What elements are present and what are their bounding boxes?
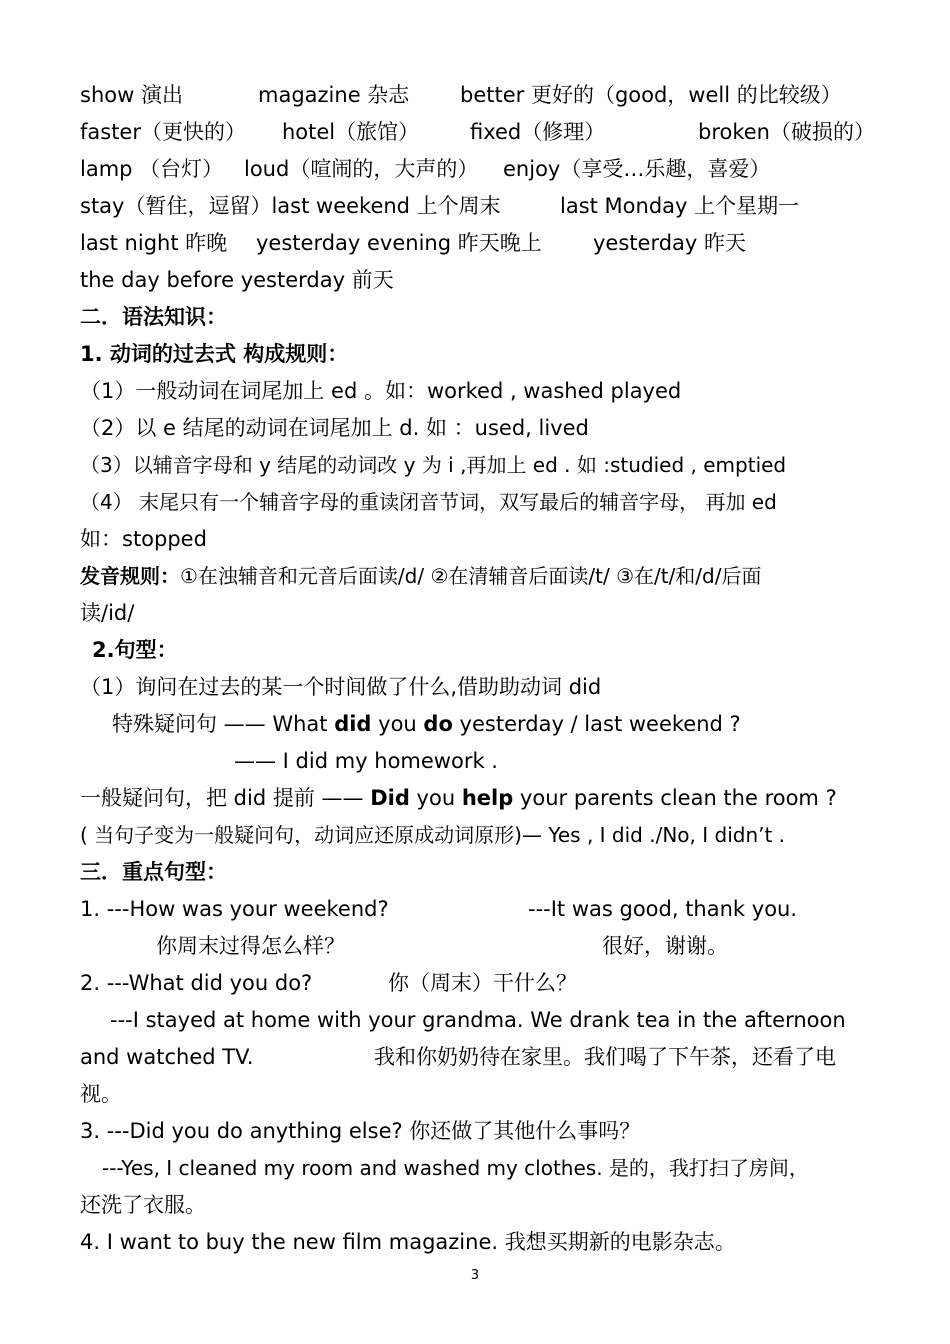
vocab-last-monday: last Monday 上个星期一 [560,194,800,218]
s2-answer-cn: 我和你奶奶待在家里。我们喝了下午茶，还看了电 [374,1045,836,1069]
vocab-show: show 演出 [80,83,183,107]
s1-answer-cn: 很好，谢谢。 [602,934,728,958]
vocab-better: better 更好的（good，well 的比较级） [460,83,842,107]
s2-question: 2. ---What did you do? [80,971,313,995]
rule-3: （3）以辅音字母和 y 结尾的动词改 y 为 i ,再加上 ed . 如 :studied , emptied [80,453,787,477]
pronunciation-text-cont: 读/id/ [80,601,135,625]
vocab-fixed: fixed（修理） [470,120,606,144]
yn-did: Did [370,786,410,810]
s2-question-cn: 你（周末）干什么？ [388,971,577,995]
vocab-loud: loud（喧闹的，大声的） [244,157,479,181]
page-number: 3 [470,1268,480,1283]
pronunciation-text: ①在浊辅音和元音后面读/d/ ②在清辅音后面读/t/ ③在/t/和/d/后面 [180,564,762,588]
vocab-day-before-yesterday: the day before yesterday 前天 [80,268,394,292]
vocab-yesterday: yesterday 昨天 [593,231,747,255]
grammar-heading: 二．语法知识： [80,305,227,329]
pattern-1-intro: （1）询问在过去的某一个时间做了什么,借助助动词 did [80,675,602,699]
wh-suffix: yesterday / last weekend ? [452,712,741,736]
key-sentences-heading: 三．重点句型： [80,860,227,884]
s3-answer-line2: 还洗了衣服。 [80,1193,206,1217]
s2-answer-cn-cont: 视。 [80,1082,122,1106]
yes-no-question-line [80,785,837,811]
s3-question: 3. ---Did you do anything else? 你还做了其他什么事吗？ [80,1119,641,1143]
s1-answer: ---It was good, thank you. [528,897,798,921]
vocab-last-night: last night 昨晚 [80,231,228,255]
s3-answer-line1: ---Yes, I cleaned my room and washed my clothes. 是的，我打扫了房间， [102,1156,809,1180]
wh-did: did [334,712,372,736]
vocab-magazine: magazine 杂志 [258,83,410,107]
wh-do: do [423,712,453,736]
vocab-lamp: lamp （台灯） [80,157,224,181]
s1-question: 1. ---How was your weekend? [80,897,389,921]
vocab-enjoy: enjoy（享受…乐趣，喜爱） [503,157,771,181]
yn-help: help [461,786,514,810]
rule-1: （1）一般动词在词尾加上 ed 。如：worked , washed played [80,379,682,403]
yn-prefix: 一般疑问句，把 did 提前 —— [80,786,371,810]
rule-4: （4） 末尾只有一个辅音字母的重读闭音节词，双写最后的辅音字母， 再加 ed [80,490,777,514]
wh-question-prefix: 特殊疑问句 —— What [112,712,335,736]
yn-suffix: your parents clean the room ? [513,786,837,810]
past-tense-rules-heading: 1. 动词的过去式 构成规则： [80,342,349,366]
rule-2: （2）以 e 结尾的动词在词尾加上 d. 如 ：used, lived [80,416,589,440]
vocab-stay: stay（暂住，逗留）last weekend 上个周末 [80,194,501,218]
vocab-yesterday-evening: yesterday evening 昨天晚上 [256,231,542,255]
s1-question-cn: 你周末过得怎么样？ [156,934,345,958]
vocab-broken: broken（破损的） [698,120,875,144]
pronunciation-label: 发音规则： [80,564,180,588]
pronunciation-rules [80,563,761,589]
vocab-faster: faster（更快的） [80,120,246,144]
s4-sentence: 4. I want to buy the new film magazine. 我想买期新的电影杂志。 [80,1230,736,1254]
s2-answer-line2: and watched TV. [80,1045,254,1069]
wh-answer: —— I did my homework . [234,749,498,773]
wh-question-line [112,711,741,737]
yes-no-note: ( 当句子变为一般疑问句，动词应还原成动词原形)— Yes , I did ./No, I didn’t . [80,823,786,847]
vocab-hotel: hotel（旅馆） [282,120,420,144]
sentence-patterns-heading: 2.句型： [92,638,178,662]
wh-mid: you [371,712,424,736]
yn-mid: you [409,786,462,810]
s2-answer-line1: ---I stayed at home with your grandma. We drank tea in the afternoon [110,1008,846,1032]
rule-4-example: 如：stopped [80,527,207,551]
